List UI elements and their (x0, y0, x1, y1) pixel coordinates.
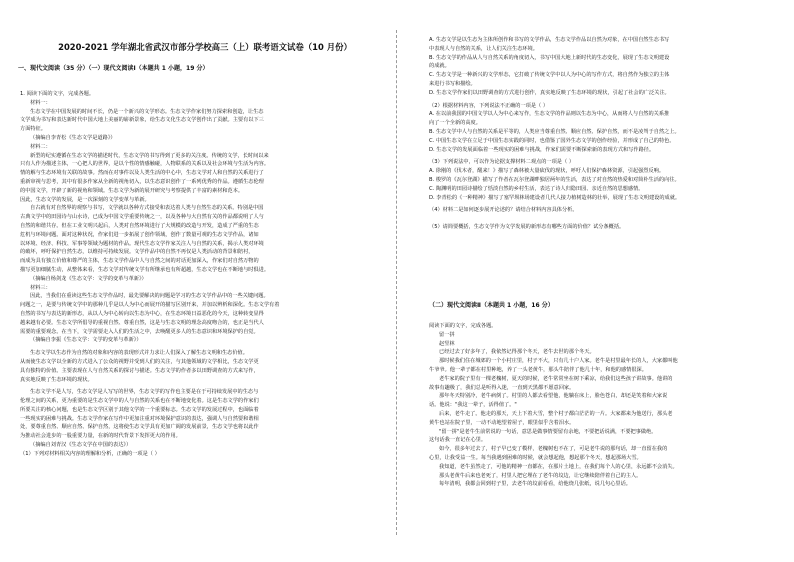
options-q1 (429, 36, 777, 98)
material2-line: 重新审视与思考，其中有很多作家从全新的视角切入，以生态意识创作了一系列优秀的作品。遵循生态伦理 (20, 178, 264, 185)
material5-text (20, 388, 380, 441)
material2-line: 而成为具有独立价值和尊严的主体，生态文学作品中人与自然之间的对话更加深入，作家们对自然万物的 (20, 258, 259, 265)
option-line: 中表现人与自然的关系，让人们关注生态环境。 (429, 45, 538, 52)
option-line: B. 梭罗的《瓦尔登湖》描写了作者在瓦尔登湖畔独居两年的生活，表达了对自然的热爱和对简朴生活的向往。 (429, 176, 680, 183)
material4-line: 从而使生态文学以全新的方式进入了公众的视野并受到人们的关注，与其他领域的文学相比，生态文学更 (20, 358, 259, 365)
story-line: 老牛家的院子里有一棵老槐树，夏天的时候，老牛常常坐在树下乘凉，给我们这些孩子讲故事。他讲的 (439, 375, 673, 382)
material1-line: 生态文学在中国发展的时间不长，仍是一个新兴的文学形态。生态文学作家们努力探索和创造，让生态 (30, 108, 264, 115)
option-line: 的成就。 (429, 63, 450, 70)
story-line: 那时候我们住在城郊的一个小村庄里，村子不大，只有几十户人家。老牛是村里最年长的人，大家都叫他 (439, 358, 678, 365)
option-line: C. 生态文学是一种新兴的文学形态，它打破了传统文学中以人为中心的写作方式，将自然作为独立的主体 (429, 72, 670, 79)
material2-line: 描写更加细腻生动，从整体来看，生态文学对传统文学有所继承也有所超越，生态文学也在不断地与时俱进。 (20, 266, 270, 273)
option-line: D. 生态文学作家们以田野调查的方式进行创作，真实地反映了生态环境的现状，引起了社会的广泛关注。 (429, 89, 670, 96)
material2-line: 情的解与生态环境有关联的故事。然而在对事件以及人类生活的中心中，生态文学对人和自然的关系进行了 (20, 170, 264, 177)
material1-source: （摘编自李青松《生态文学是道路》） (30, 134, 116, 141)
story-line: 后来，老牛走了。他走的那天，天上下着大雪，整个村子都白茫茫的一片。大家都来为他送行，那头老 (439, 410, 673, 417)
right-body (429, 36, 777, 232)
option-line: B. 生态文学中人与自然的关系是平等的，人类应当尊重自然、顺应自然、保护自然，而不是凌驾于自然之上。 (429, 128, 680, 135)
material2-line: 的中国文学，开辟了新的视角和领域。生态文学为新的展开研究与考察提供了丰富的素材和范本。 (20, 187, 244, 194)
material2-line: 古典文学中的田园诗与山水诗，已成为中国文学重要传统之一，以及各种与大自然有关的作品都说明了人与 (20, 214, 264, 221)
material2-line: 自古就有对自然界的观察与书写，文学就以各种方式接受和表达着人类与自然生态的关系。特别是中国 (30, 205, 264, 212)
question-4: （4）材料二是如何逐步展开论述的？请结合材料内容具体分析。 (429, 207, 578, 214)
story-line: 已经过去了好多年了，我依然记得那个冬天，老牛去世的那个冬天。 (439, 349, 595, 356)
material4-line: 真实地反映了生态环境的现状。 (20, 376, 93, 383)
option-line: D. 生态文学的发展面临着一些现实的困难与挑战，作家们需要不断探索新的表现方式和写作路径。 (429, 146, 655, 153)
option-line: B. 生态文学的作品从人与自然关系的角度切入，书写中国大地上新时代的生态变化，展现了生态文明建设 (429, 54, 670, 61)
material2-label: 材料二： (30, 143, 51, 150)
story-line: 牛爷爷。他一辈子都在村里种地，养了一头老黄牛，那头牛陪伴了他几十年，和他的感情很深。 (429, 366, 647, 373)
section1-heading: 一、现代文阅读（35 分）（一）现代文阅读Ⅰ（本题共 1 小题，19 分） (18, 65, 209, 72)
story-line: 那头老黄牛后来也老死了，村里人把它埋在了老牛的坟边，让它继续陪伴着自己的主人。 (439, 472, 642, 479)
option-line: 向了一个全新的高度。 (429, 120, 481, 127)
story-line: 如今，很多年过去了，村子早已变了模样，老槐树也不在了，可是老牛说的那句话，却一直留在我的 (439, 446, 668, 453)
material2-line: 的破坏，呼吁保护自然生态，以维持可持续发展。文学作品中的自然不再仅是人类活动的背景和陪衬， (20, 249, 254, 256)
section2-heading: （二）现代文阅读Ⅱ（本题共 1 小题，16 分） (429, 302, 554, 309)
material4-text (20, 349, 380, 384)
story-line: "留一拼"是老牛生前常说的一句话，意思是做事情要留有余地，不要把话说满，不要把事做绝。 (439, 428, 657, 435)
story-line: 话。他说："我这一辈子，活得值了。" (429, 402, 517, 409)
material1-line: 方面特征。 (20, 126, 46, 133)
material1-text (20, 108, 380, 143)
material2-line: 只有人作为描述主体，一心把人的世界，是以个性的情感触碰，人物联系的关系以及社会环境与生活为内容。 (20, 161, 270, 168)
material2-line: 因此，生态文学的发展，是一次深刻的文学变革与革新。 (20, 196, 150, 203)
material3-line: 越来越有必要。生态文学所倡导的重视自然、尊重自然，这是与生态文明的理念高度吻合的，也正是当代人 (20, 319, 264, 326)
material5-source: （摘编自刘青汉《生态文学在中国的表达》） (30, 442, 132, 449)
story-line: 心里，让我受益一生。每当我遇到困难的时候，就会想起他，想起那个冬天，想起那场大雪。 (429, 454, 642, 461)
material2-line: 以环境、经济、科技、军事等领域为题材的作品。现代生态文学作家关注人与自然的关系，揭示人类对环境 (20, 240, 264, 247)
story-title: 留一拼 (439, 331, 455, 338)
story-intro: 阅读下面的文字，完成各题。 (429, 323, 497, 329)
material5-line: 伦理之间的关系，更为重要的是生态文学中的人与自然的关系也在不断地变化着。这是生态文学的作家们 (20, 398, 259, 405)
story-text (429, 348, 777, 489)
material5-line: 所要关注的核心问题，也是生态文学区别于其他文学的一个重要标志。生态文学的发展过程中，也面临着 (20, 406, 259, 413)
options-q2 (429, 110, 777, 154)
story-line: 我知道，老牛虽然走了，可他的精神一直都在，在那片土地上，在我们每个人的心里，永远都不会消失。 (439, 463, 678, 470)
material4-line: 具有独特的价值。主要表现在人与自然关系的探讨与描述。生态文学的作者多以田野调查的方式来写作， (20, 367, 259, 374)
left-body (20, 90, 380, 459)
material1-line: 文学成为书写和表达新时代中国大地上美丽的崭新景象，给生态文化生态文学创作出了贡献。主要有以下三 (20, 117, 264, 124)
material5-line: 生态文学不是人写，生态文学是人写写的世界，生态文学的写作也主要是在于可持续发展中的生态与 (30, 389, 259, 396)
option-line: A. 徐刚的《伐木者，醒来！》描写了森林被大量砍伐的现状，呼吁人们保护森林资源，引起强烈反响。 (429, 168, 665, 175)
material3-line: 问题之一，是要与传统文学中的那种几乎是以人为中心而展开的描写区别开来，并加以辨析和深化。生态文学有着 (20, 302, 280, 309)
material5-line: 处，要尊重自然、顺应自然、保护自然，这将使生态文学具有更加广阔的发展前景，生态文学也将以此作 (20, 424, 259, 431)
material3-label: 材料三： (30, 284, 51, 291)
material3-line: 需要的重要观念。在当下，文学需要走入人们的生活之中，去唤醒更多人的生态意识和环境保护的自觉。 (20, 328, 259, 335)
material3-line: 因此，当我们在重读这些生态文学作品时，最先要解决的问题是学习的生态文学作品中的一些关键问题。 (30, 293, 269, 300)
option-line: C. 陶渊明的田园诗描绘了恬淡自然的乡村生活，表达了诗人归隐田园、亲近自然的思想感情。 (429, 185, 644, 192)
material3-text (20, 292, 380, 336)
options-q3 (429, 167, 777, 202)
story-body (429, 322, 777, 489)
story-line: 这句话我一直记在心里。 (429, 437, 487, 444)
option-line: C. 中国生态文学在立足于中国生态实践的同时，也借鉴了国外生态文学的创作经验，并形成了自己的特色。 (429, 137, 675, 144)
material2-text (20, 152, 380, 275)
question-2: （2）根据材料内容，下列说法不正确的一项是（ ） (429, 102, 549, 109)
material2-source: （摘编自杨剑龙《生态文学：文学的变革与革新》） (30, 275, 147, 282)
material4-line: 生态文学以生态作为自然的对象和内容的表现形式并力求让人们深入了解生态文明和生态价值。 (30, 350, 248, 357)
material3-source: （摘编自李振《生态文学：文学的变革与革新》） (30, 337, 142, 344)
story-line: 故事有趣极了，我们总是听得入迷，一直到天黑都不愿意回家。 (429, 384, 575, 391)
material2-line: 新型的纪实遵循在生态文学的描述时代，生态文学的书写得到了更多的关注度。传统的文学，长时间以来 (30, 152, 269, 159)
material1-label: 材料一： (30, 99, 51, 106)
material5-line: 一些现实的困难与挑战。生态文学作家在写作中更加注重对环境保护意识的表达，强调人与自然要和谐相 (20, 415, 259, 422)
material3-line: 自然的书写与表达的新形态，从以人为中心转向以生态为中心，在生态环境日益恶化的今天，这种转变显得 (20, 310, 264, 317)
material5-line: 为推动社会进步的一股重要力量，在新的时代背景下发挥更大的作用。 (20, 433, 181, 440)
intro-line: 1. 阅读下面的文字，完成各题。 (20, 91, 95, 97)
material2-line: 危机与环境问题。面对这种状况，作家们进一步拓展了创作领域，创作了数量可观的生态文学作品，诸如 (20, 231, 259, 238)
right-column (397, 0, 794, 562)
story-line: 每年清明，我都会回到村子里，去老牛的坟前看看，给他烧几张纸，说几句心里话。 (439, 481, 631, 488)
option-line: D. 李青松的《一种精神》描写了塞罕坝林场建设者几代人接力植树造林的壮举，展现了生态文明建设的成就。 (429, 194, 681, 201)
option-line: 来进行书写和描绘。 (429, 80, 476, 87)
question-5: （5）请简要概括，生态文学作为文学发展的新形态有哪些方面的价值？试分条概括。 (429, 224, 625, 231)
material2-line: 自然的和谐共存。但在工业文明兴起后，人类对自然环境进行了大规模的改造与开发，造成了严重的生态 (20, 222, 259, 229)
story-line: 那年冬天特别冷，老牛病倒了。村里的人都去看望他，他躺在床上，脸色苍白，却还是笑着和大家说 (439, 393, 668, 400)
question-3: （3）下列说法中，可以作为论据支撑材料二观点的一项是（ ） (429, 159, 575, 166)
story-author: 赵竖林 (439, 340, 455, 347)
exam-title: 2020-2021 学年湖北省武汉市部分学校高三（上）联考语文试卷（10 月份） (58, 42, 352, 52)
option-line: A. 生态文学是以生态为主体所创作和书写的文学作品，生态文学作品以自然为对象，在中国自然生态书写 (429, 37, 670, 43)
story-line: 黄牛也站在院子里，一动不动地望着屋子，眼里似乎含着泪水。 (429, 419, 575, 426)
question-1: （1）下列对材料相关内容的理解和分析，正确的一项是（ ） (20, 450, 160, 457)
option-line: A. 在以前我国的中国文学以人为中心来写作，生态文学的作品则以生态为中心，从而将人与自然的关系推 (429, 111, 670, 118)
